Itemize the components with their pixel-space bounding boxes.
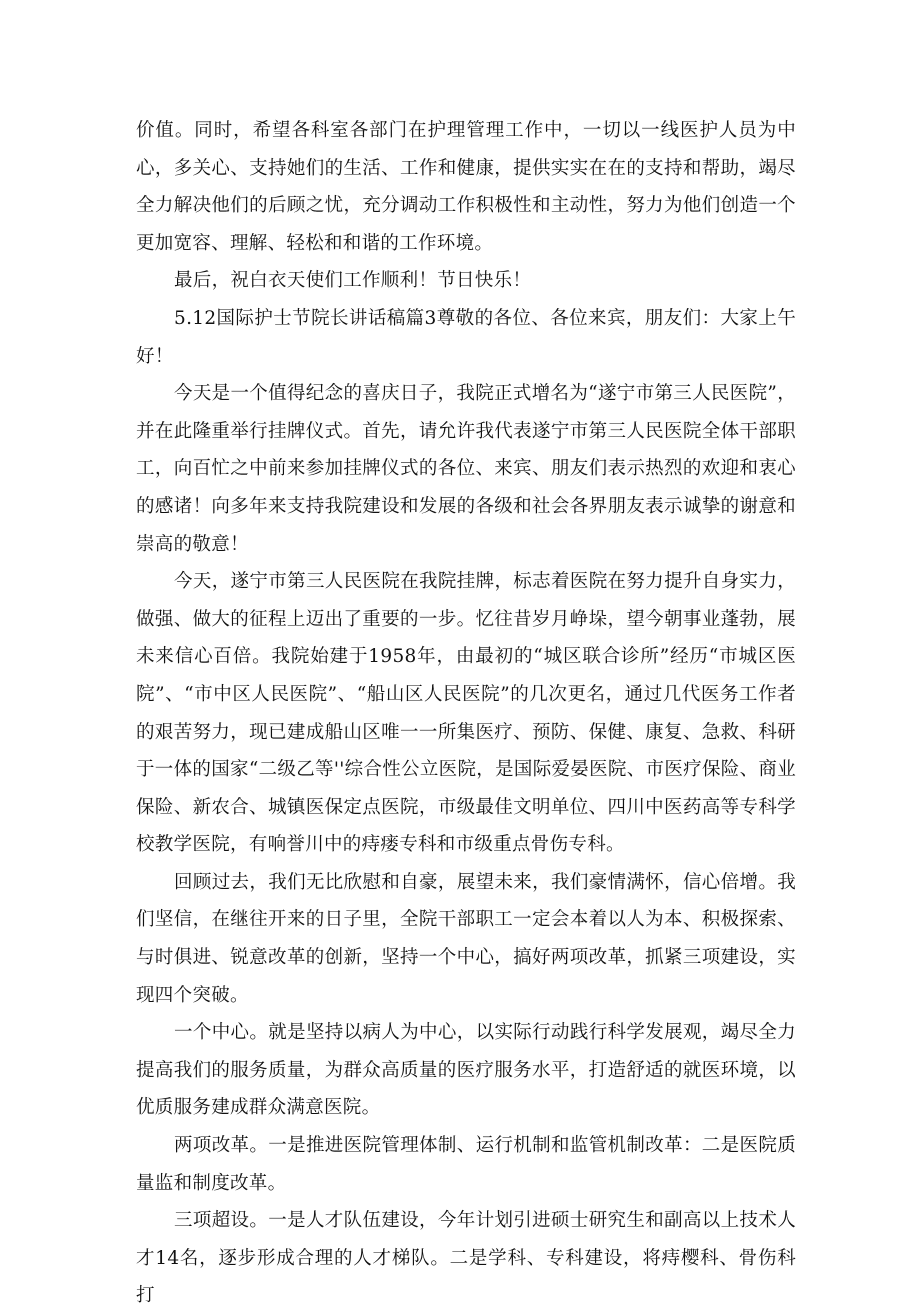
paragraph-one-center: 一个中心。就是坚持以病人为中心，以实际行动践行科学发展观，竭尽全力提高我们的服务质量，为群众高质量的医疗服务水平，打造舒适的就医环境，以优质服务建成群众满意医院。 — [136, 1022, 796, 1119]
paragraph-naming-ceremony: 今天是一个值得纪念的喜庆日子，我院正式增名为“遂宁市第三人民医院”，并在此隆重举行挂牌仪式。首先，请允许我代表遂宁市第三人民医院全体干部职工，向百忙之中前来参加挂牌仪式的各位、来宾、朋友们表示热烈的欢迎和衷心的感诸！向多年来支持我院建设和发展的各级和社会各界朋友表示诚挚的谢意和崇高的敬意！ — [136, 383, 796, 555]
document-page — [136, 112, 796, 1315]
paragraph-value-closing: 价值。同时，希望各科室各部门在护理管理工作中，一切以一线医护人员为中心，多关心、支持她们的生活、工作和健康，提供实实在在的支持和帮助，竭尽全力解决他们的后顾之忧，充分调动工作积极性和主动性，努力为他们创造一个更加宽容、理解、轻松和和谐的工作环境。 — [136, 120, 796, 254]
paragraph-festival-wishes: 最后，祝白衣天使们工作顺利！节日快乐！ — [174, 270, 532, 292]
paragraph-hospital-history: 今天，遂宁市第三人民医院在我院挂牌，标志着医院在努力提升自身实力，做强、做大的征程上迈出了重要的一步。忆往昔岁月峥垛，望今朝事业蓬勃，展未来信心百倍。我院始建于1958年，由最初的“城区联合诊所”经历“市城区医院”、“市中区人民医院”、“船山区人民医院”的几次更名，通过几代医务工作者的艰苦努力，现已建成船山区唯一一所集医疗、预防、保健、康复、急救、科研于一体的国家“二级乙等''综合性公立医院，是国际爱晏医院、市医疗保险、商业保险、新农合、城镇医保定点医院，市级最佳文明单位、四川中医药高等专科学校教学医院，有响誉川中的痔瘘专科和市级重点骨伤专科。 — [136, 571, 796, 856]
speech-title-greeting: 5.12国际护士节院长讲话稿篇3尊敬的各位、各位来宾，朋友们：大家上午好！ — [136, 307, 796, 367]
paragraph-three-constructions: 三项超设。一是人才队伍建设，今年计划引进硕士研究生和副高以上技术人才14名，逐步形成合理的人才梯队。二是学科、专科建设，将痔樱科、骨伤科打 — [136, 1210, 796, 1307]
paragraph-two-reforms: 两项改革。一是推进医院管理体制、运行机制和监管机制改革：二是医院质量监和制度改革。 — [136, 1135, 796, 1194]
paragraph-looking-forward: 回顾过去，我们无比欣慰和自豪，展望未来，我们豪情满怀，信心倍增。我们坚信，在继往开来的日子里，全院干部职工一定会本着以人为本、积极探索、与时俱进、锐意改革的创新，坚持一个中心，搞好两项改革，抓紧三项建设，实现四个突破。 — [136, 871, 796, 1006]
